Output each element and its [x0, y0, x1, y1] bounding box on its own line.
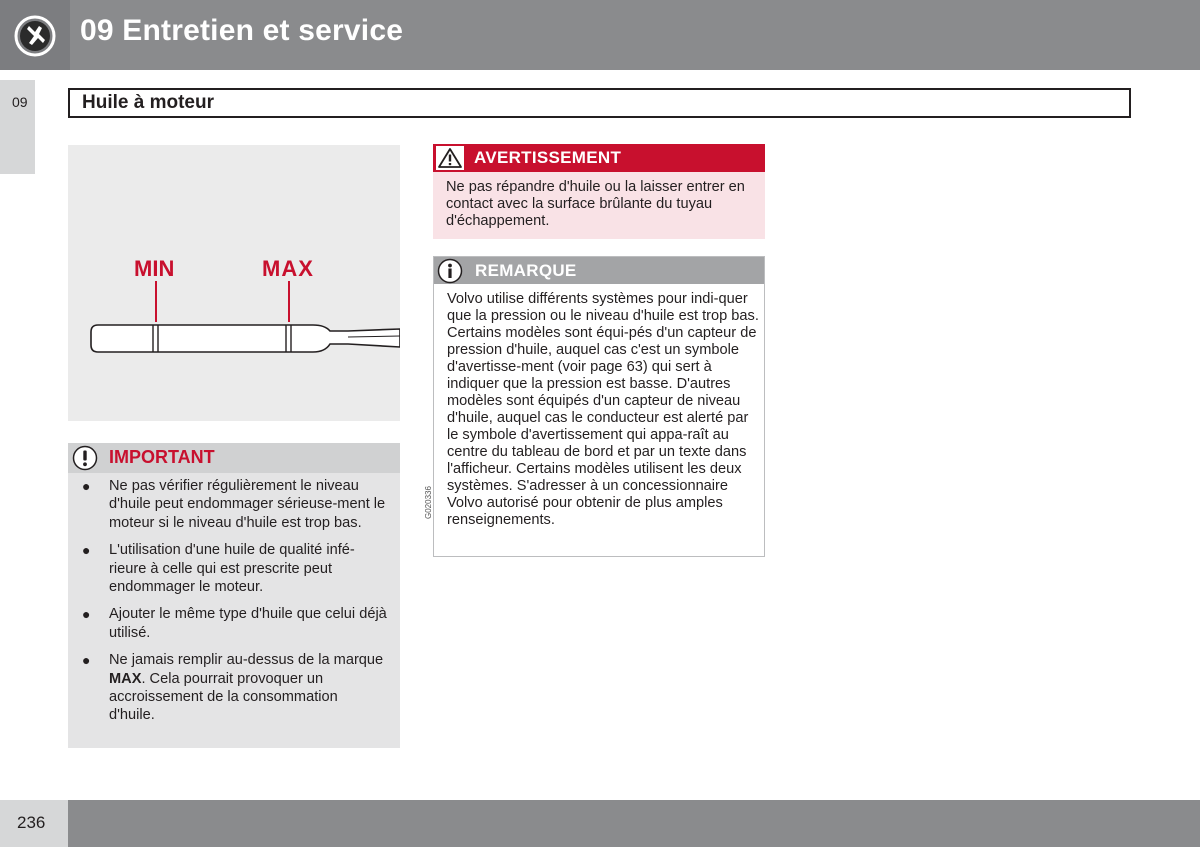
info-icon	[437, 258, 463, 284]
important-title: IMPORTANT	[109, 447, 215, 467]
bullet-icon: ●	[82, 478, 91, 494]
important-item-text: Ajouter le même type d'huile que celui déjà utilisé.	[109, 606, 387, 641]
chapter-header	[0, 0, 1200, 70]
important-item	[82, 477, 387, 532]
warning-triangle-icon	[436, 146, 464, 170]
important-box	[68, 443, 400, 748]
section-title-bar	[68, 88, 1131, 118]
figure-code: G020336	[424, 486, 433, 519]
dipstick-illustration	[68, 145, 400, 421]
important-header	[68, 443, 400, 473]
exclamation-icon	[72, 445, 98, 471]
note-text: Volvo utilise différents systèmes pour indi-quer que la pression ou le niveau d'huile est trop bas. Certains modèles sont équi-pés d'un capteur de pression d'huile, auquel cas c'est un symbole d'avertisse-ment (voir page 63) qui sert à indiquer que la pression est basse. D'autres modèles sont équipés d'un capteur de niveau d'huile, auquel cas le conducteur est alerté par le symbole d'avertissement qui appa-raît au centre du tableau de bord et par un texte dans l'afficheur. Certains modèles utilisent les deux systèmes. S'adresser à un concessionnaire Volvo autorisé pour obtenir de plus amples renseignements.	[447, 291, 759, 528]
important-item-text-before: Ne jamais remplir au-dessus de la marque	[109, 652, 384, 669]
warning-title: AVERTISSEMENT	[474, 148, 622, 167]
chapter-title: 09 Entretien et service	[80, 14, 404, 47]
important-item-text-bold: MAX	[109, 670, 142, 687]
note-title: REMARQUE	[475, 261, 577, 280]
important-list	[82, 477, 387, 734]
max-label: MAX	[262, 256, 314, 281]
note-box	[433, 256, 765, 557]
note-header	[434, 257, 764, 284]
wrench-gear-icon	[14, 15, 56, 57]
bullet-icon: ●	[82, 652, 91, 669]
important-item	[82, 651, 387, 725]
important-item-text-after: . Cela pourrait provoquer un accroissement de la consommation d'huile.	[109, 670, 338, 724]
warning-box	[433, 144, 765, 239]
important-item	[82, 605, 387, 642]
bullet-icon: ●	[82, 606, 91, 623]
warning-header	[433, 144, 765, 172]
important-item-text: Ne pas vérifier régulièrement le niveau d'huile peut endommager sérieuse-ment le moteur si le niveau d'huile est trop bas.	[109, 478, 386, 531]
dipstick-blade	[91, 325, 400, 352]
important-item	[82, 541, 387, 596]
footer-bar	[68, 800, 1200, 847]
chapter-icon-box	[0, 0, 70, 70]
page-number: 236	[17, 813, 46, 832]
section-title: Huile à moteur	[82, 92, 214, 113]
min-label: MIN	[134, 256, 175, 281]
important-item-text: L'utilisation d'une huile de qualité infé-rieure à celle qui est prescrite peut endommager le moteur.	[109, 542, 355, 596]
warning-text: Ne pas répandre d'huile ou la laisser entrer en contact avec la surface brûlante du tuyau d'échappement.	[446, 179, 745, 229]
chapter-side-tab-label: 09	[12, 94, 28, 110]
bullet-icon: ●	[82, 542, 91, 559]
